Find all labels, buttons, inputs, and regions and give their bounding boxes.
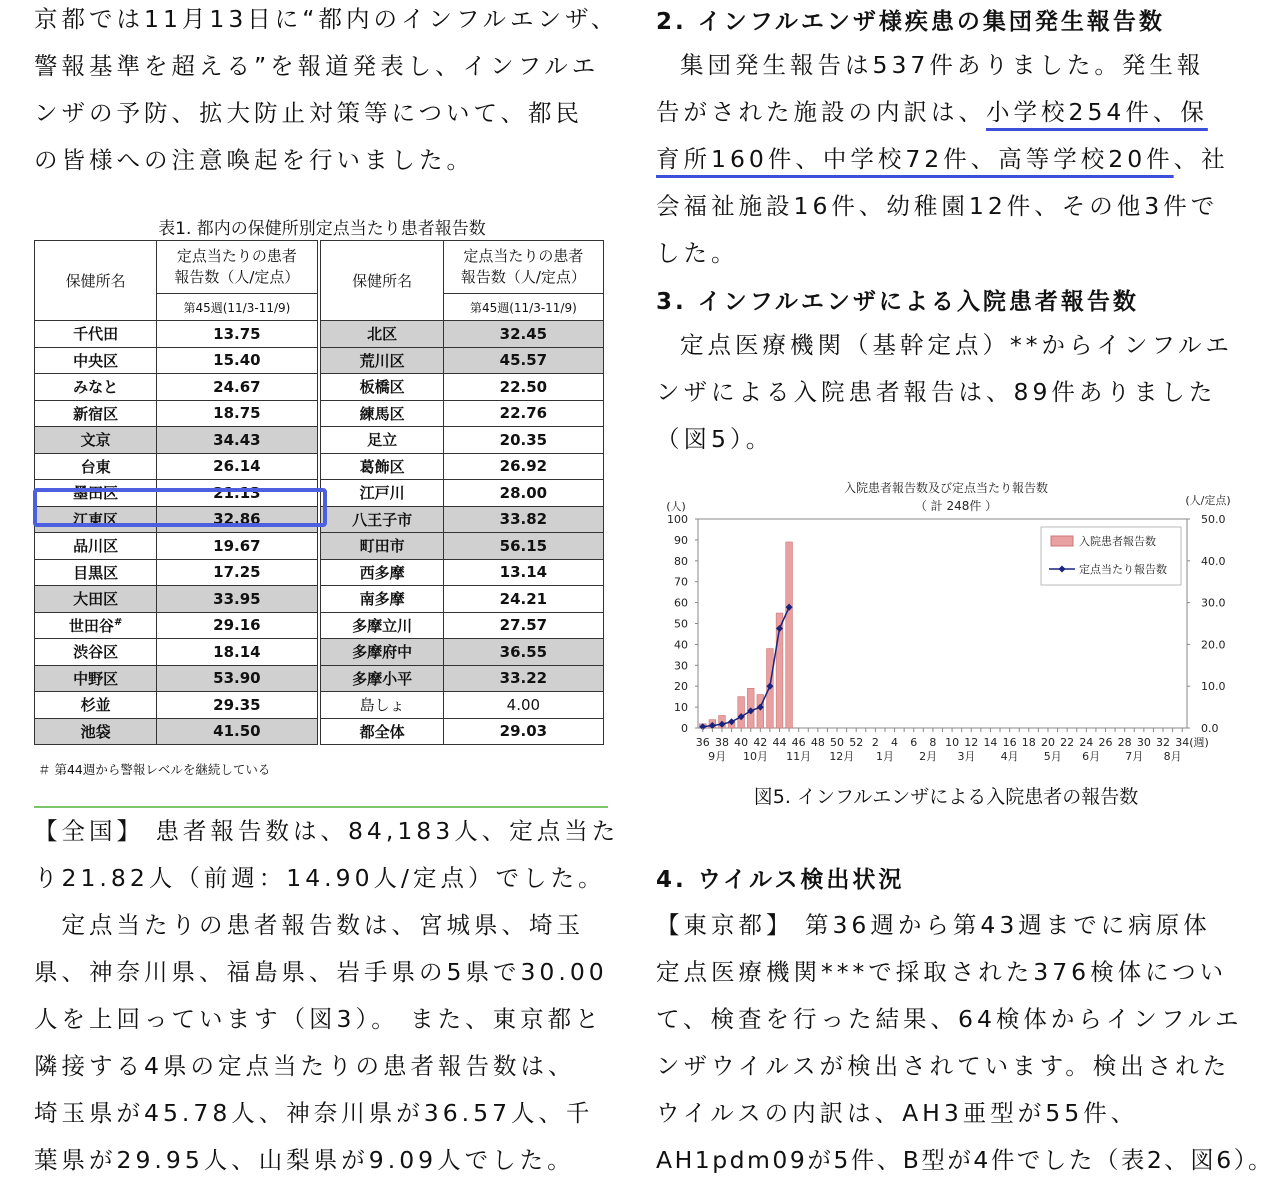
health-center-name: 江東区 bbox=[35, 506, 157, 533]
report-value: 28.00 bbox=[443, 480, 603, 507]
report-value: 26.92 bbox=[443, 453, 603, 480]
figure5-chart bbox=[656, 470, 1236, 780]
y-tick-left: 70 bbox=[674, 575, 688, 589]
national-line: 葉県が29.95人、山梨県が9.09人でした。 bbox=[34, 1146, 575, 1174]
report-value: 19.67 bbox=[157, 533, 317, 560]
intro-line: 京都では11月13日に“都内のインフルエンザ、 bbox=[34, 5, 619, 33]
health-center-name: 新宿区 bbox=[35, 400, 157, 427]
report-value: 26.14 bbox=[157, 453, 317, 480]
header-line: 定点当たりの患者 bbox=[463, 247, 584, 265]
report-value: 32.86 bbox=[157, 506, 317, 533]
month-label: 11月 bbox=[786, 750, 812, 763]
y-tick-right: 50.0 bbox=[1201, 513, 1226, 526]
y-tick-left: 20 bbox=[674, 680, 688, 694]
x-tick-label: 6 bbox=[910, 736, 918, 749]
x-tick-label: 16 bbox=[1002, 736, 1017, 749]
section2-line: 会福祉施設16件、幼稚園12件、その他3件で bbox=[656, 192, 1219, 220]
section3 bbox=[656, 282, 1233, 463]
report-value: 53.90 bbox=[157, 665, 317, 692]
health-center-name: 池袋 bbox=[35, 718, 157, 745]
month-label: 3月 bbox=[957, 750, 976, 763]
bar-inpatient bbox=[757, 695, 764, 728]
report-value: 13.14 bbox=[443, 559, 603, 586]
x-tick-label: 12 bbox=[964, 736, 979, 749]
x-tick-label: 14 bbox=[983, 736, 998, 749]
health-center-name: 世田谷# bbox=[35, 612, 157, 639]
table-row bbox=[35, 427, 604, 454]
month-label: 4月 bbox=[1000, 750, 1019, 763]
report-value: 18.75 bbox=[157, 400, 317, 427]
table-row bbox=[35, 321, 604, 348]
intro-line: ンザの予防、拡大防止対策等について、都民 bbox=[34, 99, 584, 127]
y-tick-left: 90 bbox=[674, 533, 688, 547]
table-row bbox=[35, 533, 604, 560]
x-tick-label: 24 bbox=[1079, 736, 1094, 749]
table-header-name: 保健所名 bbox=[321, 241, 443, 321]
month-label: 6月 bbox=[1082, 750, 1101, 763]
table-row bbox=[35, 586, 604, 613]
intro-line: の皆様への注意喚起を行いました。 bbox=[34, 146, 474, 174]
x-tick-label: 40 bbox=[734, 736, 749, 749]
health-center-name: 練馬区 bbox=[321, 400, 443, 427]
x-tick-label: 46 bbox=[791, 736, 806, 749]
national-line: 隣接する4県の定点当たりの患者報告数は、 bbox=[34, 1052, 576, 1080]
report-value: 34.43 bbox=[157, 427, 317, 454]
y-tick-right: 10.0 bbox=[1201, 680, 1226, 694]
report-value: 22.76 bbox=[443, 400, 603, 427]
health-center-name: 杉並 bbox=[35, 692, 157, 719]
footnote-mark: # bbox=[113, 616, 123, 628]
report-value: 21.13 bbox=[157, 480, 317, 507]
table-row bbox=[35, 374, 604, 401]
report-value: 45.57 bbox=[443, 347, 603, 374]
health-center-name: 都全体 bbox=[321, 718, 443, 745]
legend-swatch-bar bbox=[1051, 536, 1073, 546]
health-center-name: 足立 bbox=[321, 427, 443, 454]
health-center-name: 台東 bbox=[35, 453, 157, 480]
health-center-name: 西多摩 bbox=[321, 559, 443, 586]
section4-heading: 4. ウイルス検出状況 bbox=[656, 867, 905, 893]
section4-line: AH1pdm09が5件、B型が4件でした（表2、図6）。 bbox=[656, 1146, 1275, 1174]
y-tick-right: 30.0 bbox=[1201, 596, 1226, 610]
section4 bbox=[656, 858, 1274, 1184]
header-line: 報告数（人/定点） bbox=[460, 268, 586, 286]
section2 bbox=[656, 2, 1229, 277]
report-value: 36.55 bbox=[443, 639, 603, 666]
x-tick-label: 22 bbox=[1060, 736, 1075, 749]
header-line: 報告数（人/定点） bbox=[174, 268, 300, 286]
month-label: 12月 bbox=[829, 750, 855, 763]
section3-line: （図5）。 bbox=[656, 425, 774, 453]
y-tick-right: 20.0 bbox=[1201, 638, 1226, 652]
health-center-name: みなと bbox=[35, 374, 157, 401]
table1-footnote: ＃ 第44週から警報レベルを継続している bbox=[38, 762, 271, 777]
chart-title: 入院患者報告数及び定点当たり報告数 bbox=[843, 481, 1049, 495]
report-value: 22.50 bbox=[443, 374, 603, 401]
health-center-name: 中野区 bbox=[35, 665, 157, 692]
month-label: 1月 bbox=[875, 750, 894, 763]
x-tick-label: 18 bbox=[1021, 736, 1036, 749]
intro-paragraph bbox=[34, 0, 618, 184]
x-tick-label: 8 bbox=[929, 736, 937, 749]
health-center-name: 荒川区 bbox=[321, 347, 443, 374]
report-value: 32.45 bbox=[443, 321, 603, 348]
table-header-name: 保健所名 bbox=[35, 241, 157, 321]
report-value: 33.95 bbox=[157, 586, 317, 613]
section3-line: 定点医療機関（基幹定点）**からインフルエ bbox=[680, 331, 1234, 359]
month-label: 8月 bbox=[1163, 750, 1182, 763]
table-row bbox=[35, 347, 604, 374]
health-center-name: 多摩府中 bbox=[321, 639, 443, 666]
month-label: 5月 bbox=[1043, 750, 1062, 763]
month-label: 10月 bbox=[743, 750, 769, 763]
section3-line: ンザによる入院患者報告は、89件ありました bbox=[656, 378, 1217, 406]
report-value: 29.16 bbox=[157, 612, 317, 639]
bar-inpatient bbox=[738, 697, 745, 728]
report-value: 29.35 bbox=[157, 692, 317, 719]
x-tick-label: 2 bbox=[871, 736, 879, 749]
health-center-name: 多摩小平 bbox=[321, 665, 443, 692]
x-tick-label: 10 bbox=[945, 736, 960, 749]
legend-label: 入院患者報告数 bbox=[1079, 535, 1156, 548]
health-center-name: 葛飾区 bbox=[321, 453, 443, 480]
y-tick-left: 100 bbox=[667, 513, 688, 526]
y-tick-right: 40.0 bbox=[1201, 554, 1226, 568]
health-center-name: 文京 bbox=[35, 427, 157, 454]
month-label: 7月 bbox=[1125, 750, 1144, 763]
section2-text: 、社 bbox=[1173, 145, 1229, 173]
x-tick-label: 38 bbox=[714, 736, 729, 749]
health-center-name: 板橋区 bbox=[321, 374, 443, 401]
y-tick-left: 0 bbox=[681, 722, 688, 735]
section2-heading: 2. インフルエンザ様疾患の集団発生報告数 bbox=[656, 9, 1165, 35]
table-row bbox=[35, 559, 604, 586]
report-value: 41.50 bbox=[157, 718, 317, 745]
x-tick-label: 36 bbox=[695, 736, 710, 749]
national-line: 人を上回っています（図3）。 また、東京都と bbox=[34, 1005, 603, 1033]
x-tick-label: 32 bbox=[1156, 736, 1171, 749]
legend-label: 定点当たり報告数 bbox=[1079, 563, 1167, 576]
report-value: 15.40 bbox=[157, 347, 317, 374]
national-line: 埼玉県が45.78人、神奈川県が36.57人、千 bbox=[34, 1099, 594, 1127]
x-tick-label: 30 bbox=[1136, 736, 1151, 749]
chart-subtitle: （ 計 248件 ） bbox=[914, 499, 998, 513]
x-tick-label: 44 bbox=[772, 736, 787, 749]
x-axis-label: (週) bbox=[1189, 736, 1209, 749]
table-header-week: 第45週(11/3-11/9) bbox=[157, 294, 317, 321]
health-center-name: 多摩立川 bbox=[321, 612, 443, 639]
section2-line: した。 bbox=[656, 239, 739, 267]
table-header-week: 第45週(11/3-11/9) bbox=[443, 294, 603, 321]
table-row bbox=[35, 718, 604, 745]
health-center-name: 品川区 bbox=[35, 533, 157, 560]
x-tick-label: 42 bbox=[753, 736, 768, 749]
x-tick-label: 20 bbox=[1040, 736, 1055, 749]
chart-svg bbox=[656, 470, 1236, 780]
bar-inpatient bbox=[786, 542, 793, 728]
health-center-name: 中央区 bbox=[35, 347, 157, 374]
table-header-value bbox=[443, 241, 603, 294]
report-value: 20.35 bbox=[443, 427, 603, 454]
health-center-name: 八王子市 bbox=[321, 506, 443, 533]
table-row bbox=[35, 612, 604, 639]
table1-caption: 表1. 都内の保健所別定点当たり患者報告数 bbox=[158, 219, 486, 239]
y-tick-right: 0.0 bbox=[1201, 722, 1219, 735]
table-header-value bbox=[157, 241, 317, 294]
report-value: 33.82 bbox=[443, 506, 603, 533]
health-center-name: 江戸川 bbox=[321, 480, 443, 507]
y-tick-left: 30 bbox=[674, 659, 688, 673]
x-tick-label: 28 bbox=[1117, 736, 1132, 749]
health-center-name: 島しょ bbox=[321, 692, 443, 719]
national-line: 【全国】 患者報告数は、84,183人、定点当た bbox=[34, 817, 620, 845]
y-tick-left: 50 bbox=[674, 617, 688, 631]
table-row bbox=[35, 453, 604, 480]
section4-line: て、検査を行った結果、64検体からインフルエ bbox=[656, 1005, 1243, 1033]
y-tick-left: 10 bbox=[674, 701, 688, 715]
table-row bbox=[35, 692, 604, 719]
health-center-name: 目黒区 bbox=[35, 559, 157, 586]
national-paragraph bbox=[34, 808, 619, 1184]
section2-text: 告がされた施設の内訳は、 bbox=[656, 98, 986, 126]
x-tick-label: 34 bbox=[1175, 736, 1190, 749]
health-center-name: 北区 bbox=[321, 321, 443, 348]
report-value: 27.57 bbox=[443, 612, 603, 639]
report-value: 24.67 bbox=[157, 374, 317, 401]
y-tick-left: 40 bbox=[674, 638, 688, 652]
national-line: 定点当たりの患者報告数は、宮城県、埼玉 bbox=[34, 911, 584, 939]
x-tick-label: 48 bbox=[810, 736, 825, 749]
report-value: 29.03 bbox=[443, 718, 603, 745]
y-axis-left-label: (人) bbox=[666, 500, 686, 513]
health-center-name: 大田区 bbox=[35, 586, 157, 613]
section4-line: 定点医療機関***で採取された376検体につい bbox=[656, 958, 1228, 986]
y-axis-right-label: (人/定点) bbox=[1185, 494, 1231, 507]
table-row bbox=[35, 665, 604, 692]
figure5-caption: 図5. インフルエンザによる入院患者の報告数 bbox=[753, 786, 1139, 808]
x-tick-label: 26 bbox=[1098, 736, 1113, 749]
section2-line bbox=[656, 136, 1229, 183]
section4-line: ウイルスの内訳は、AH3亜型が55件、 bbox=[656, 1099, 1139, 1127]
report-value: 4.00 bbox=[443, 692, 603, 719]
national-line: り21.82人（前週：14.90人/定点）でした。 bbox=[34, 864, 606, 892]
table-row bbox=[35, 639, 604, 666]
health-center-name: 渋谷区 bbox=[35, 639, 157, 666]
section4-line: ンザウイルスが検出されています。検出された bbox=[656, 1052, 1231, 1080]
report-value: 18.14 bbox=[157, 639, 317, 666]
report-value: 24.21 bbox=[443, 586, 603, 613]
table-row bbox=[35, 400, 604, 427]
report-value: 13.75 bbox=[157, 321, 317, 348]
header-line: 定点当たりの患者 bbox=[176, 247, 297, 265]
section4-line: 【東京都】 第36週から第43週までに病原体 bbox=[656, 911, 1211, 939]
report-value: 56.15 bbox=[443, 533, 603, 560]
y-tick-left: 60 bbox=[674, 596, 688, 610]
health-center-name: 南多摩 bbox=[321, 586, 443, 613]
x-tick-label: 4 bbox=[891, 736, 899, 749]
health-center-name: 千代田 bbox=[35, 321, 157, 348]
x-tick-label: 50 bbox=[830, 736, 845, 749]
health-center-name: 町田市 bbox=[321, 533, 443, 560]
national-line: 県、神奈川県、福島県、岩手県の5県で30.00 bbox=[34, 958, 608, 986]
x-tick-label: 52 bbox=[849, 736, 864, 749]
section3-heading: 3. インフルエンザによる入院患者報告数 bbox=[656, 289, 1139, 315]
report-value: 17.25 bbox=[157, 559, 317, 586]
underlined-text: 小学校254件、保 bbox=[986, 98, 1208, 126]
section2-line: 集団発生報告は537件ありました。発生報 bbox=[680, 51, 1205, 79]
y-tick-left: 80 bbox=[674, 554, 688, 568]
month-label: 9月 bbox=[708, 750, 727, 763]
month-label: 2月 bbox=[919, 750, 938, 763]
intro-line: 警報基準を超える”を報道発表し、インフルエ bbox=[34, 52, 600, 80]
section2-line bbox=[656, 89, 1229, 136]
underlined-text: 育所160件、中学校72件、高等学校20件 bbox=[656, 145, 1174, 173]
highlight-box-sumida bbox=[33, 488, 327, 527]
health-center-name: 墨田区 bbox=[35, 480, 157, 507]
report-value: 33.22 bbox=[443, 665, 603, 692]
